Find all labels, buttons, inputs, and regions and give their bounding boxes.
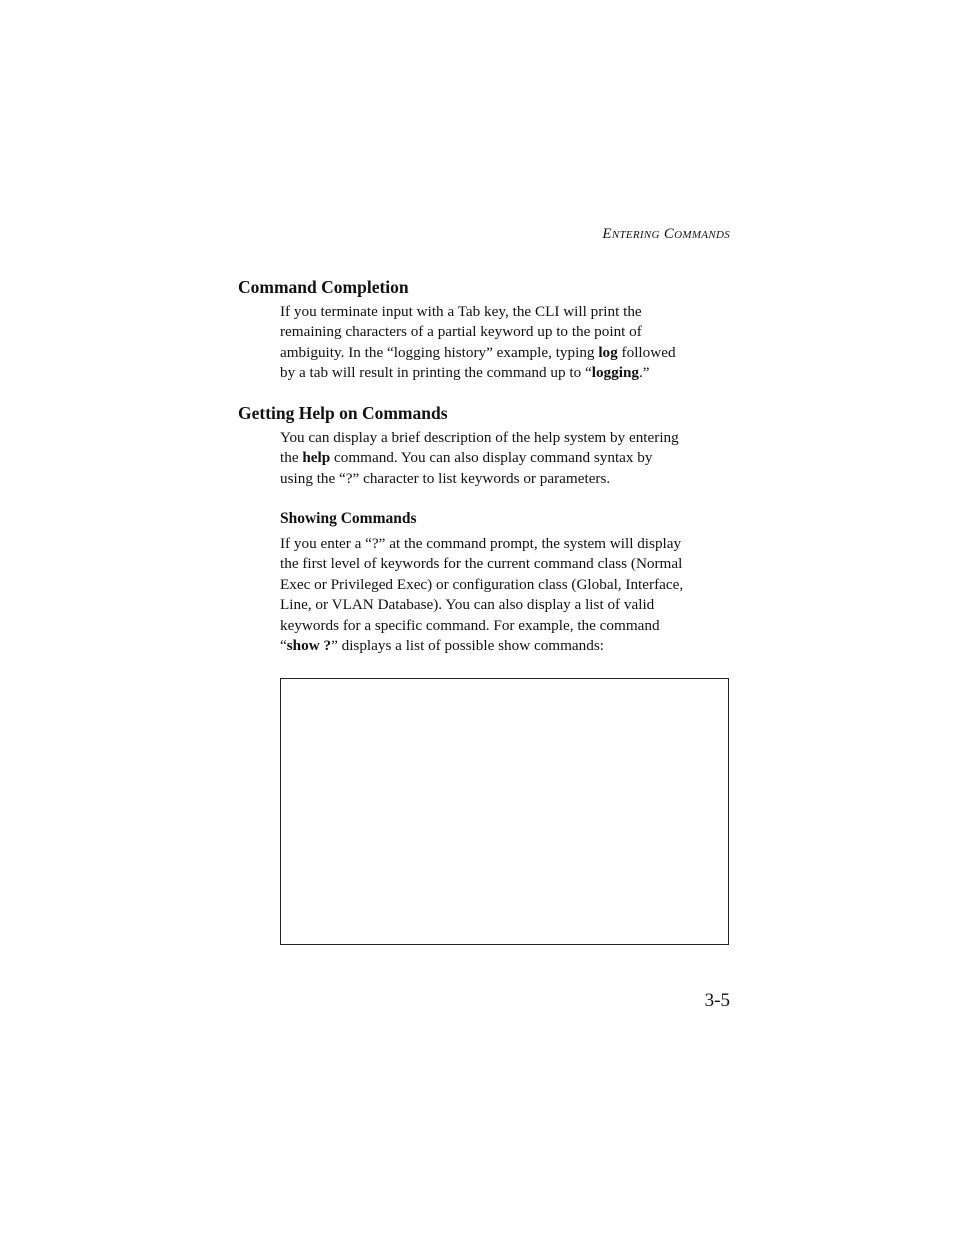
paragraph-line: Line, or VLAN Database). You can also display a list of valid [280, 596, 655, 614]
command-completion-heading: Command Completion [238, 277, 409, 297]
paragraph-line: keywords for a specific command. For example, the command [280, 616, 660, 634]
paragraph-line [280, 363, 732, 383]
text-run: followed [617, 343, 676, 361]
paragraph-line: You can display a brief description of the help system by entering [280, 429, 679, 446]
showing-commands-paragraph [280, 534, 732, 656]
keyword-log: log [598, 343, 618, 361]
running-head: Entering Commands [602, 226, 730, 242]
paragraph-line: using the “?” character to list keywords or parameters. [280, 469, 611, 487]
keyword-help: help [302, 449, 331, 467]
paragraph-line: If you enter a “?” at the command prompt, the system will display [280, 535, 682, 552]
getting-help-heading: Getting Help on Commands [238, 403, 448, 423]
paragraph-line [280, 343, 732, 363]
paragraph-line: remaining characters of a partial keyword up to the point of [280, 323, 642, 341]
text-run: ambiguity. In the “logging history” example, typing [280, 343, 599, 361]
showing-commands-heading: Showing Commands [280, 510, 417, 527]
page-number: 3-5 [704, 990, 730, 1011]
text-run: ” displays a list of possible show commands: [331, 637, 604, 655]
text-run: .” [638, 364, 650, 382]
text-run: by a tab will result in printing the command up to “ [280, 364, 592, 382]
paragraph-line [280, 448, 732, 468]
getting-help-paragraph [280, 428, 732, 489]
command-output-box [280, 678, 729, 945]
paragraph-line: If you terminate input with a Tab key, the CLI will print the [280, 303, 642, 320]
text-run: command. You can also display command syntax by [330, 449, 653, 467]
command-completion-paragraph [280, 302, 732, 384]
paragraph-line [280, 636, 732, 656]
text-run: “ [280, 637, 287, 655]
keyword-logging: logging [591, 364, 639, 382]
paragraph-line: Exec or Privileged Exec) or configuration class (Global, Interface, [280, 575, 684, 593]
text-run: the [280, 449, 303, 467]
keyword-show: show ? [286, 637, 332, 655]
paragraph-line: the first level of keywords for the current command class (Normal [280, 555, 683, 573]
